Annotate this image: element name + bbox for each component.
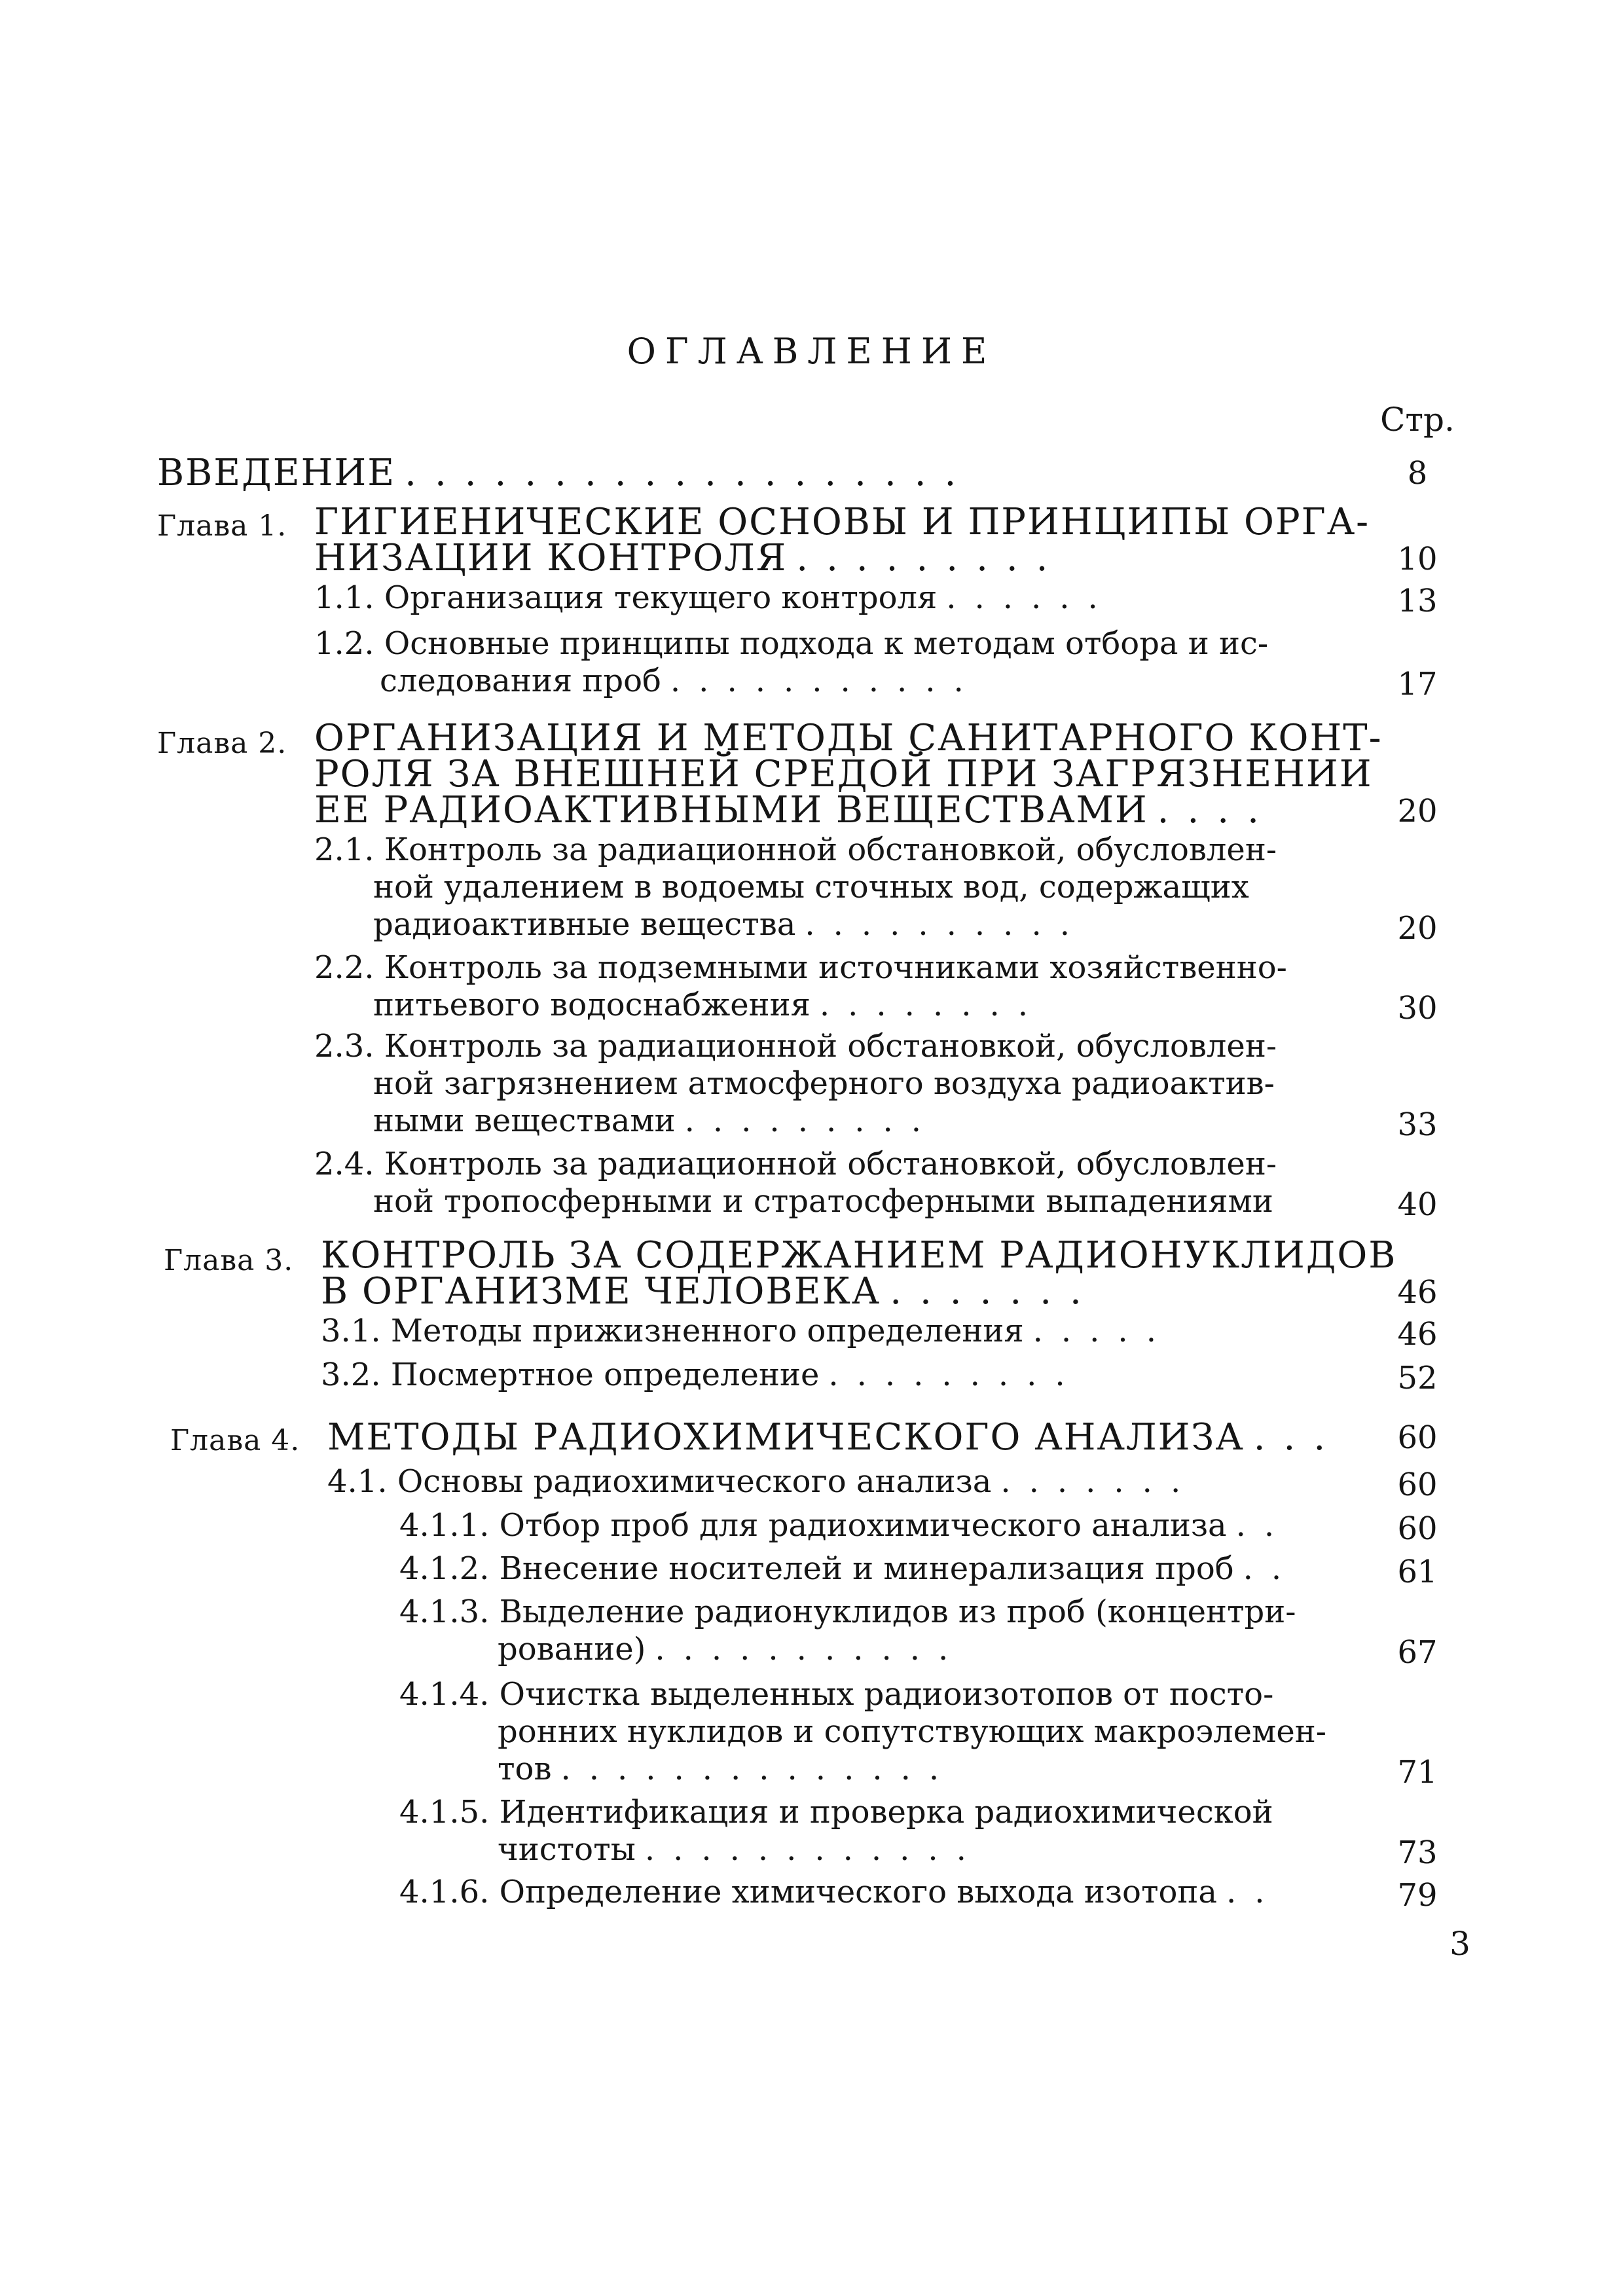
section-2-1-line3[interactable]: радиоактивные вещества ..........: [373, 906, 1088, 943]
chapter-2-title-line3[interactable]: ЕЕ РАДИОАКТИВНЫМИ ВЕЩЕСТВАМИ ....: [314, 789, 1277, 831]
chapter-4-label: Глава 4.: [170, 1424, 301, 1457]
chapter-1-page: 10: [1397, 541, 1438, 577]
section-4-1-4-line2[interactable]: ронних нуклидов и сопутствующих макроэлемен-: [498, 1713, 1326, 1750]
section-4-1-3[interactable]: 4.1.3. Выделение радионуклидов из проб (концентри-: [399, 1594, 1296, 1630]
chapter-1-label: Глава 1.: [157, 509, 287, 543]
section-2-2-line2[interactable]: питьевого водоснабжения ........: [373, 987, 1046, 1023]
section-4-1-3-page: 67: [1397, 1634, 1438, 1671]
section-2-3-line2[interactable]: ной загрязнением атмосферного воздуха радиоактив-: [373, 1065, 1275, 1102]
section-2-4-page: 40: [1397, 1186, 1438, 1223]
page-number: 3: [1450, 1925, 1470, 1963]
chapter-3-title-line1[interactable]: КОНТРОЛЬ ЗА СОДЕРЖАНИЕМ РАДИОНУКЛИДОВ: [321, 1234, 1397, 1277]
chapter-2-title-line2[interactable]: РОЛЯ ЗА ВНЕШНЕЙ СРЕДОЙ ПРИ ЗАГРЯЗНЕНИИ: [314, 753, 1373, 795]
section-4-1-4-line3[interactable]: тов ..............: [498, 1751, 958, 1787]
chapter-1-title-line2[interactable]: НИЗАЦИИ КОНТРОЛЯ .........: [314, 537, 1067, 579]
section-2-2[interactable]: 2.2. Контроль за подземными источниками хозяйственно-: [314, 949, 1287, 986]
section-4-1-page: 60: [1397, 1467, 1438, 1503]
chapter-1-title-line1[interactable]: ГИГИЕНИЧЕСКИЕ ОСНОВЫ И ПРИНЦИПЫ ОРГА-: [314, 501, 1370, 543]
section-1-2-line2[interactable]: следования проб ...........: [380, 663, 982, 699]
section-2-1[interactable]: 2.1. Контроль за радиационной обстановкой, обусловлен-: [314, 831, 1277, 868]
section-4-1-5-line2[interactable]: чистоты ............: [498, 1831, 985, 1868]
section-1-2-page: 17: [1397, 666, 1438, 702]
chapter-2-page: 20: [1397, 793, 1438, 829]
section-4-1-6[interactable]: 4.1.6. Определение химического выхода изотопа ..: [399, 1874, 1283, 1910]
section-4-1-1-page: 60: [1397, 1510, 1438, 1547]
chapter-3-label: Глава 3.: [164, 1244, 294, 1277]
section-2-3-line3[interactable]: ными веществами .........: [373, 1102, 939, 1139]
page-title: ОГЛАВЛЕНИЕ: [627, 331, 996, 372]
chapter-3-title-line2[interactable]: В ОРГАНИЗМЕ ЧЕЛОВЕКА .......: [321, 1270, 1100, 1313]
chapter-3-page: 46: [1397, 1274, 1438, 1311]
section-4-1-2-page: 61: [1397, 1554, 1438, 1590]
chapter-4-page: 60: [1397, 1419, 1438, 1456]
section-4-1-5-page: 73: [1397, 1834, 1438, 1871]
chapter-2-title-line1[interactable]: ОРГАНИЗАЦИЯ И МЕТОДЫ САНИТАРНОГО КОНТ-: [314, 717, 1383, 759]
section-3-2-page: 52: [1397, 1360, 1438, 1396]
page-column-label: Стр.: [1380, 401, 1455, 439]
chapter-2-label: Глава 2.: [157, 727, 287, 760]
toc-intro-page: 8: [1407, 455, 1428, 492]
section-2-3-page: 33: [1397, 1106, 1438, 1143]
section-2-4-line2[interactable]: ной тропосферными и стратосферными выпадениями: [373, 1183, 1273, 1220]
section-4-1-3-line2[interactable]: рование) ...........: [498, 1631, 967, 1667]
section-2-4[interactable]: 2.4. Контроль за радиационной обстановкой, обусловлен-: [314, 1146, 1277, 1182]
section-4-1-6-page: 79: [1397, 1877, 1438, 1914]
toc-intro[interactable]: ВВЕДЕНИЕ ...................: [157, 452, 975, 494]
section-1-1-page: 13: [1397, 583, 1438, 619]
section-4-1-5[interactable]: 4.1.5. Идентификация и проверка радиохимической: [399, 1794, 1273, 1831]
section-2-1-page: 20: [1397, 910, 1438, 947]
section-4-1-4[interactable]: 4.1.4. Очистка выделенных радиоизотопов от посто-: [399, 1676, 1274, 1713]
chapter-4-title-line1[interactable]: МЕТОДЫ РАДИОХИМИЧЕСКОГО АНАЛИЗА ...: [327, 1416, 1344, 1459]
section-2-3[interactable]: 2.3. Контроль за радиационной обстановкой, обусловлен-: [314, 1028, 1277, 1065]
section-2-2-page: 30: [1397, 990, 1438, 1027]
section-4-1-4-page: 71: [1397, 1754, 1438, 1791]
section-3-1-page: 46: [1397, 1316, 1438, 1353]
section-3-2[interactable]: 3.2. Посмертное определение .........: [321, 1357, 1084, 1393]
section-4-1[interactable]: 4.1. Основы радиохимического анализа .......: [327, 1463, 1199, 1500]
section-1-1[interactable]: 1.1. Организация текущего контроля ......: [314, 579, 1116, 616]
toc-intro-title: ВВЕДЕНИЕ: [157, 452, 396, 494]
section-1-2[interactable]: 1.2. Основные принципы подхода к методам отбора и ис-: [314, 625, 1269, 662]
section-4-1-2[interactable]: 4.1.2. Внесение носителей и минерализация проб ..: [399, 1550, 1300, 1587]
section-2-1-line2[interactable]: ной удалением в водоемы сточных вод, содержащих: [373, 869, 1249, 905]
section-4-1-1[interactable]: 4.1.1. Отбор проб для радиохимического анализа ..: [399, 1507, 1293, 1544]
section-3-1[interactable]: 3.1. Методы прижизненного определения .....: [321, 1313, 1175, 1349]
